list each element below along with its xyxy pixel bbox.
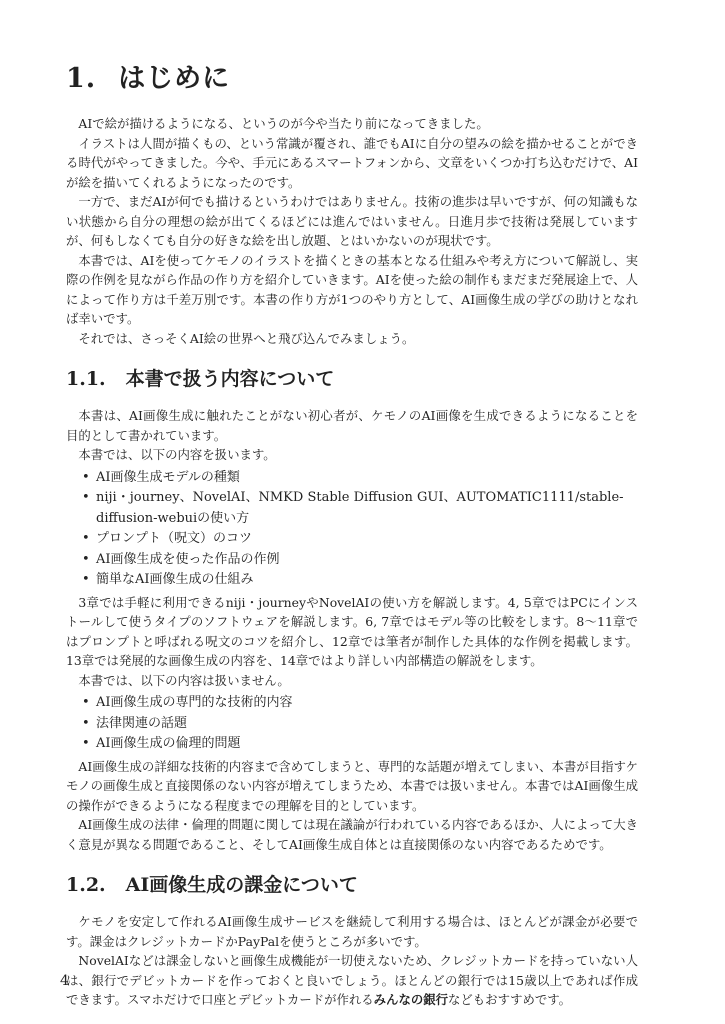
paragraph: AI画像生成の法律・倫理的問題に関しては現在議論が行われている内容であるほか、人によって大きく意見が異なる問題であること、そしてAI画像生成自体とは直接関係のない内容であるためです。 [66, 817, 638, 852]
paragraph: 本書では、以下の内容は扱いません。 [78, 672, 290, 688]
paragraph: 本書では、AIを使ってケモノのイラストを描くときの基本となる仕組みや考え方について解説し、実際の作例を見ながら作品の作り方を紹介していきます。AIを使った絵の制作もまだまだ発展途上で、人によって作り方は千差万別です。本書の作り方が1つのやり方として、AI画像生成の学びの助けとなれば幸いです。 [66, 252, 638, 326]
chapter-heading: 1. はじめに [66, 63, 231, 94]
section-heading: 1.2. AI画像生成の課金について [66, 874, 358, 896]
list-item: • プロンプト（呪文）のコツ [82, 531, 253, 546]
list-item: • AI画像生成モデルの種類 [82, 469, 240, 485]
list-item: • niji・journey、NovelAI、NMKD Stable Diffusion GUI、AUTOMATIC1111/stable-diffusion-webuiの使い方 [82, 490, 624, 526]
paragraph: AI画像生成の詳細な技術的内容まで含めてしまうと、専門的な話題が増えてしまい、本書が目指すケモノの画像生成と直接関係のない内容が増えてしまうため、本書では扱いません。本書ではAI画像生成の操作ができるようになる程度までの理解を目的としています。 [66, 758, 638, 813]
covered-list [66, 468, 638, 591]
list-item: • AI画像生成を使った作品の作例 [82, 551, 280, 567]
paragraph: ケモノを安定して作れるAI画像生成サービスを継続して利用する場合は、ほとんどが課金が必要です。課金はクレジットカードかPayPalを使うところが多いです。 [66, 914, 638, 949]
document-page [66, 58, 638, 1010]
section-heading: 1.1. 本書で扱う内容について [66, 368, 335, 390]
bank-name-emphasis: みんなの銀行 [373, 992, 449, 1007]
paragraph: それでは、さっそくAI絵の世界へと飛び込んでみましょう。 [78, 330, 415, 346]
list-item: • 簡単なAI画像生成の仕組み [82, 572, 254, 587]
paragraph: NovelAIなどは課金しないと画像生成機能が一切使えないため、クレジットカードを持っていない人は、銀行でデビットカードを作っておくと良いでしょう。ほとんどの銀行では15歳以上であれば作成できます。スマホだけで口座とデビットカードが作れるみんなの銀行などもおすすめです。 [66, 953, 638, 1007]
paragraph: AIで絵が描けるようになる、というのが今や当たり前になってきました。 [78, 116, 489, 131]
paragraph: 3章では手軽に利用できるniji・journeyやNovelAIの使い方を解説します。4, 5章ではPCにインストールして使うタイプのソフトウェアを解説します。6, 7章ではモデル等の比較をします。8〜11章ではプロンプトと呼ばれる呪文のコツを紹介し、12章では筆者が制作した具体的な作例を掲載します。13章では発展的な画像生成の内容を、14章ではより詳しい内部構造の解説をします。 [66, 594, 638, 668]
paragraph: 一方で、まだAIが何でも描けるというわけではありません。技術の進歩は早いですが、何の知識もない状態から自分の理想の絵が出てくるほどには進んではいません。日進月歩で技術は発展していますが、何もしなくても自分の好きな絵を出し放題、とはいかないのが現状です。 [66, 194, 638, 248]
paragraph: 本書は、AI画像生成に触れたことがない初心者が、ケモノのAI画像を生成できるようになることを目的として書かれています。 [66, 408, 638, 443]
not-covered-list [66, 693, 638, 755]
list-item: • AI画像生成の専門的な技術的内容 [82, 695, 293, 710]
list-item: • 法律関連の話題 [82, 715, 188, 731]
paragraph: イラストは人間が描くもの、という常識が覆され、誰でもAIに自分の望みの絵を描かせることができる時代がやってきました。今や、手元にあるスマートフォンから、文章をいくつか打ち込むだけで、AIが絵を描いてくれるようになったのです。 [66, 135, 638, 190]
paragraph: 本書では、以下の内容を扱います。 [78, 447, 276, 462]
page-number: 4 [60, 973, 69, 989]
list-item: • AI画像生成の倫理的問題 [82, 736, 241, 751]
